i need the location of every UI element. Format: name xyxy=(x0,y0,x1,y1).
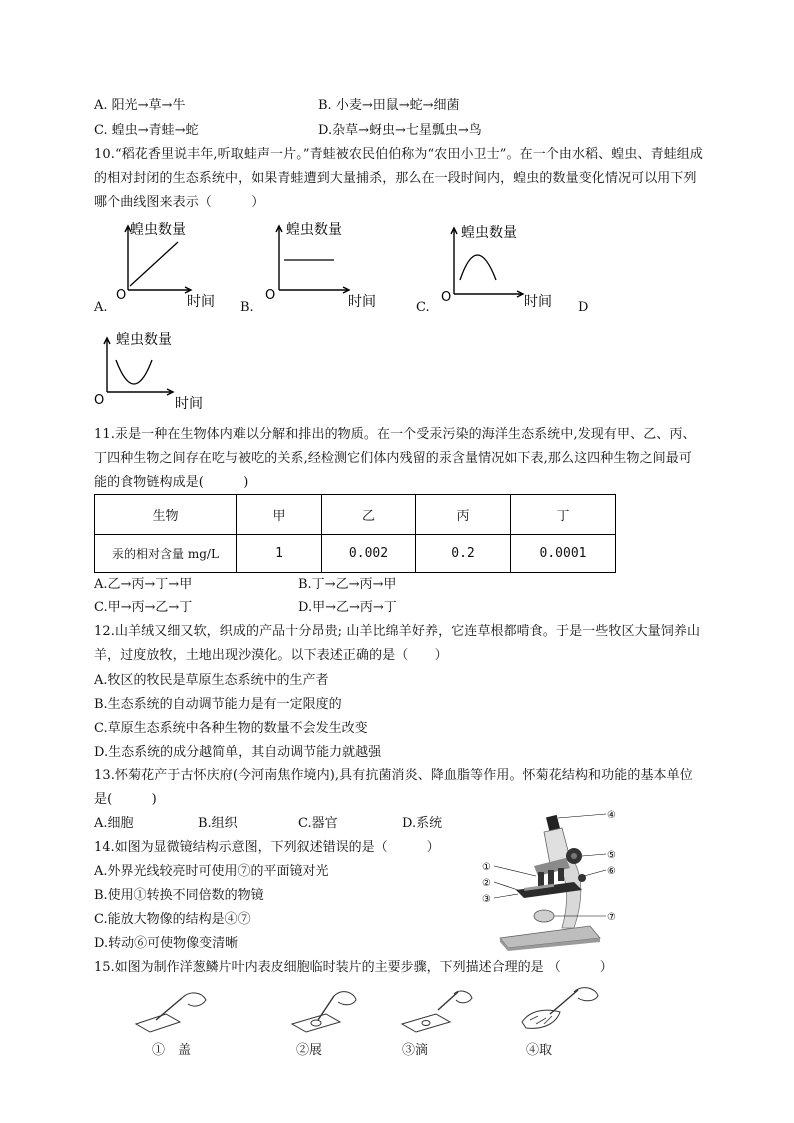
table-cell: 0.2 xyxy=(416,535,511,573)
graph-b xyxy=(256,218,386,310)
graph-c-origin: O xyxy=(441,290,452,305)
q11-option-b: B.丁→乙→丙→甲 xyxy=(298,577,397,592)
q9-option-a: A. 阳光→草→牛 xyxy=(94,98,186,113)
table-header-cell: 丙 xyxy=(416,495,511,535)
graph-c-curve xyxy=(460,255,496,280)
callout-6: ⑥ xyxy=(607,866,616,877)
q14-option-a: A.外界光线较亮时可使用⑦的平面镜对光 xyxy=(94,864,329,879)
table-row xyxy=(95,535,616,573)
q15-stem: 15.如图为制作洋葱鳞片叶内表皮细胞临时装片的主要步骤，下列描述合理的是 （ ） xyxy=(94,960,613,975)
graph-b-xlabel: 时间 xyxy=(348,294,376,310)
graph-d-ylabel: 蝗虫数量 xyxy=(116,332,172,348)
q14-option-d: D.转动⑥可使物像变清晰 xyxy=(94,936,239,951)
table-cell: 0.002 xyxy=(322,535,416,573)
table-cell: 0.0001 xyxy=(511,535,616,573)
table-header-cell: 丁 xyxy=(511,495,616,535)
microscope-figure xyxy=(478,806,638,951)
q13-option-d: D.系统 xyxy=(402,816,443,831)
q9-option-d: D.杂草→蚜虫→七星瓢虫→鸟 xyxy=(318,123,482,138)
graph-a xyxy=(94,218,224,310)
table-header-row xyxy=(95,495,616,535)
callout-4: ④ xyxy=(607,810,616,821)
step-take-sketch xyxy=(516,982,606,1034)
callout-7: ⑦ xyxy=(607,912,616,923)
q14-stem: 14.如图为显微镜结构示意图，下列叙述错误的是（ ） xyxy=(94,840,440,855)
mercury-table xyxy=(94,494,616,573)
q14-option-c: C.能放大物像的结构是④⑦ xyxy=(94,912,251,927)
q9-option-c: C. 蝗虫→青蛙→蛇 xyxy=(94,123,199,138)
q13-option-b: B.组织 xyxy=(198,816,238,831)
graph-c-ylabel: 蝗虫数量 xyxy=(461,225,517,241)
option-d-label: D xyxy=(578,300,589,315)
q11-stem: 11.汞是一种在生物体内难以分解和排出的物质。在一个受汞污染的海洋生态系统中,发现有甲、乙、丙、丁四种生物之间存在吃与被吃的关系,经检测它们体内残留的汞含量情况如下表,那么这四种生物之间最可能的食物链构成是( ) xyxy=(94,427,696,490)
callout-1: ① xyxy=(482,862,491,873)
option-a-label: A. xyxy=(94,300,108,315)
q13-option-a: A.细胞 xyxy=(94,816,134,831)
step-spread-sketch xyxy=(288,986,368,1034)
graph-d xyxy=(92,328,222,414)
table-header-cell: 乙 xyxy=(322,495,416,535)
graph-d-origin: O xyxy=(94,393,105,408)
graph-a-origin: O xyxy=(116,288,127,303)
graph-b-origin: O xyxy=(265,288,276,303)
q11-option-a: A.乙→丙→丁→甲 xyxy=(94,577,193,592)
fine-knob xyxy=(578,874,586,882)
table-row-label: 汞的相对含量 mg/L xyxy=(95,535,237,573)
graph-c xyxy=(440,220,570,312)
q12-option-a: A.牧区的牧民是草原生态系统中的生产者 xyxy=(94,673,329,688)
step-drop-sketch xyxy=(398,986,478,1034)
q12-option-c: C.草原生态系统中各种生物的数量不会发生改变 xyxy=(94,721,368,736)
graph-a-xlabel: 时间 xyxy=(187,294,215,310)
q13-stem: 13.怀菊花产于古怀庆府(今河南焦作境内),具有抗菌消炎、降血脂等作用。怀菊花结构和功能的基本单位是( ) xyxy=(94,768,693,807)
option-c-label: C. xyxy=(416,300,430,315)
callout-2: ② xyxy=(482,878,491,889)
step-label-cover: ① 盖 xyxy=(152,1043,192,1058)
callout-3: ③ xyxy=(482,894,491,905)
table-header-cell: 生物 xyxy=(95,495,237,535)
q10-stem: 10.“稻花香里说丰年,听取蛙声一片。”青蛙被农民伯伯称为“农田小卫士”。在一个由水稻、蝗虫、青蛙组成的相对封闭的生态系统中，如果青蛙遭到大量捕杀，那么在一段时间内，蝗虫的数量变化情况可以用下列哪个曲线图来表示（ ） xyxy=(94,147,703,210)
callout-5: ⑤ xyxy=(607,850,616,861)
graph-a-line xyxy=(130,242,178,286)
step-label-take: ④取 xyxy=(526,1043,553,1058)
q11-option-c: C.甲→丙→乙→丁 xyxy=(94,600,193,615)
graph-b-ylabel: 蝗虫数量 xyxy=(286,222,342,238)
graph-d-xlabel: 时间 xyxy=(175,396,203,412)
option-b-label: B. xyxy=(240,300,254,315)
step-cover-sketch xyxy=(132,986,212,1034)
step-label-spread: ②展 xyxy=(296,1043,323,1058)
graph-a-ylabel: 蝗虫数量 xyxy=(130,222,186,238)
table-header-cell: 甲 xyxy=(237,495,322,535)
mirror xyxy=(534,910,554,922)
q9-option-b: B. 小麦→田鼠→蛇→细菌 xyxy=(318,98,460,113)
q12-stem: 12.山羊绒又细又软，织成的产品十分昂贵; 山羊比绵羊好养，它连草根都啃食。于是一些牧区大量饲养山羊，过度放牧，土地出现沙漠化。以下表述正确的是（ ） xyxy=(94,624,701,663)
step-label-drop: ③滴 xyxy=(402,1043,429,1058)
graph-d-curve xyxy=(116,360,152,384)
q13-option-c: C.器官 xyxy=(298,816,338,831)
q12-option-d: D.生态系统的成分越简单，其自动调节能力就越强 xyxy=(94,745,382,760)
graph-c-xlabel: 时间 xyxy=(524,294,552,310)
q11-option-d: D.甲→乙→丙→丁 xyxy=(298,600,397,615)
table-cell: 1 xyxy=(237,535,322,573)
q14-option-b: B.使用①转换不同倍数的物镜 xyxy=(94,888,264,903)
q12-option-b: B.生态系统的自动调节能力是有一定限度的 xyxy=(94,697,342,712)
